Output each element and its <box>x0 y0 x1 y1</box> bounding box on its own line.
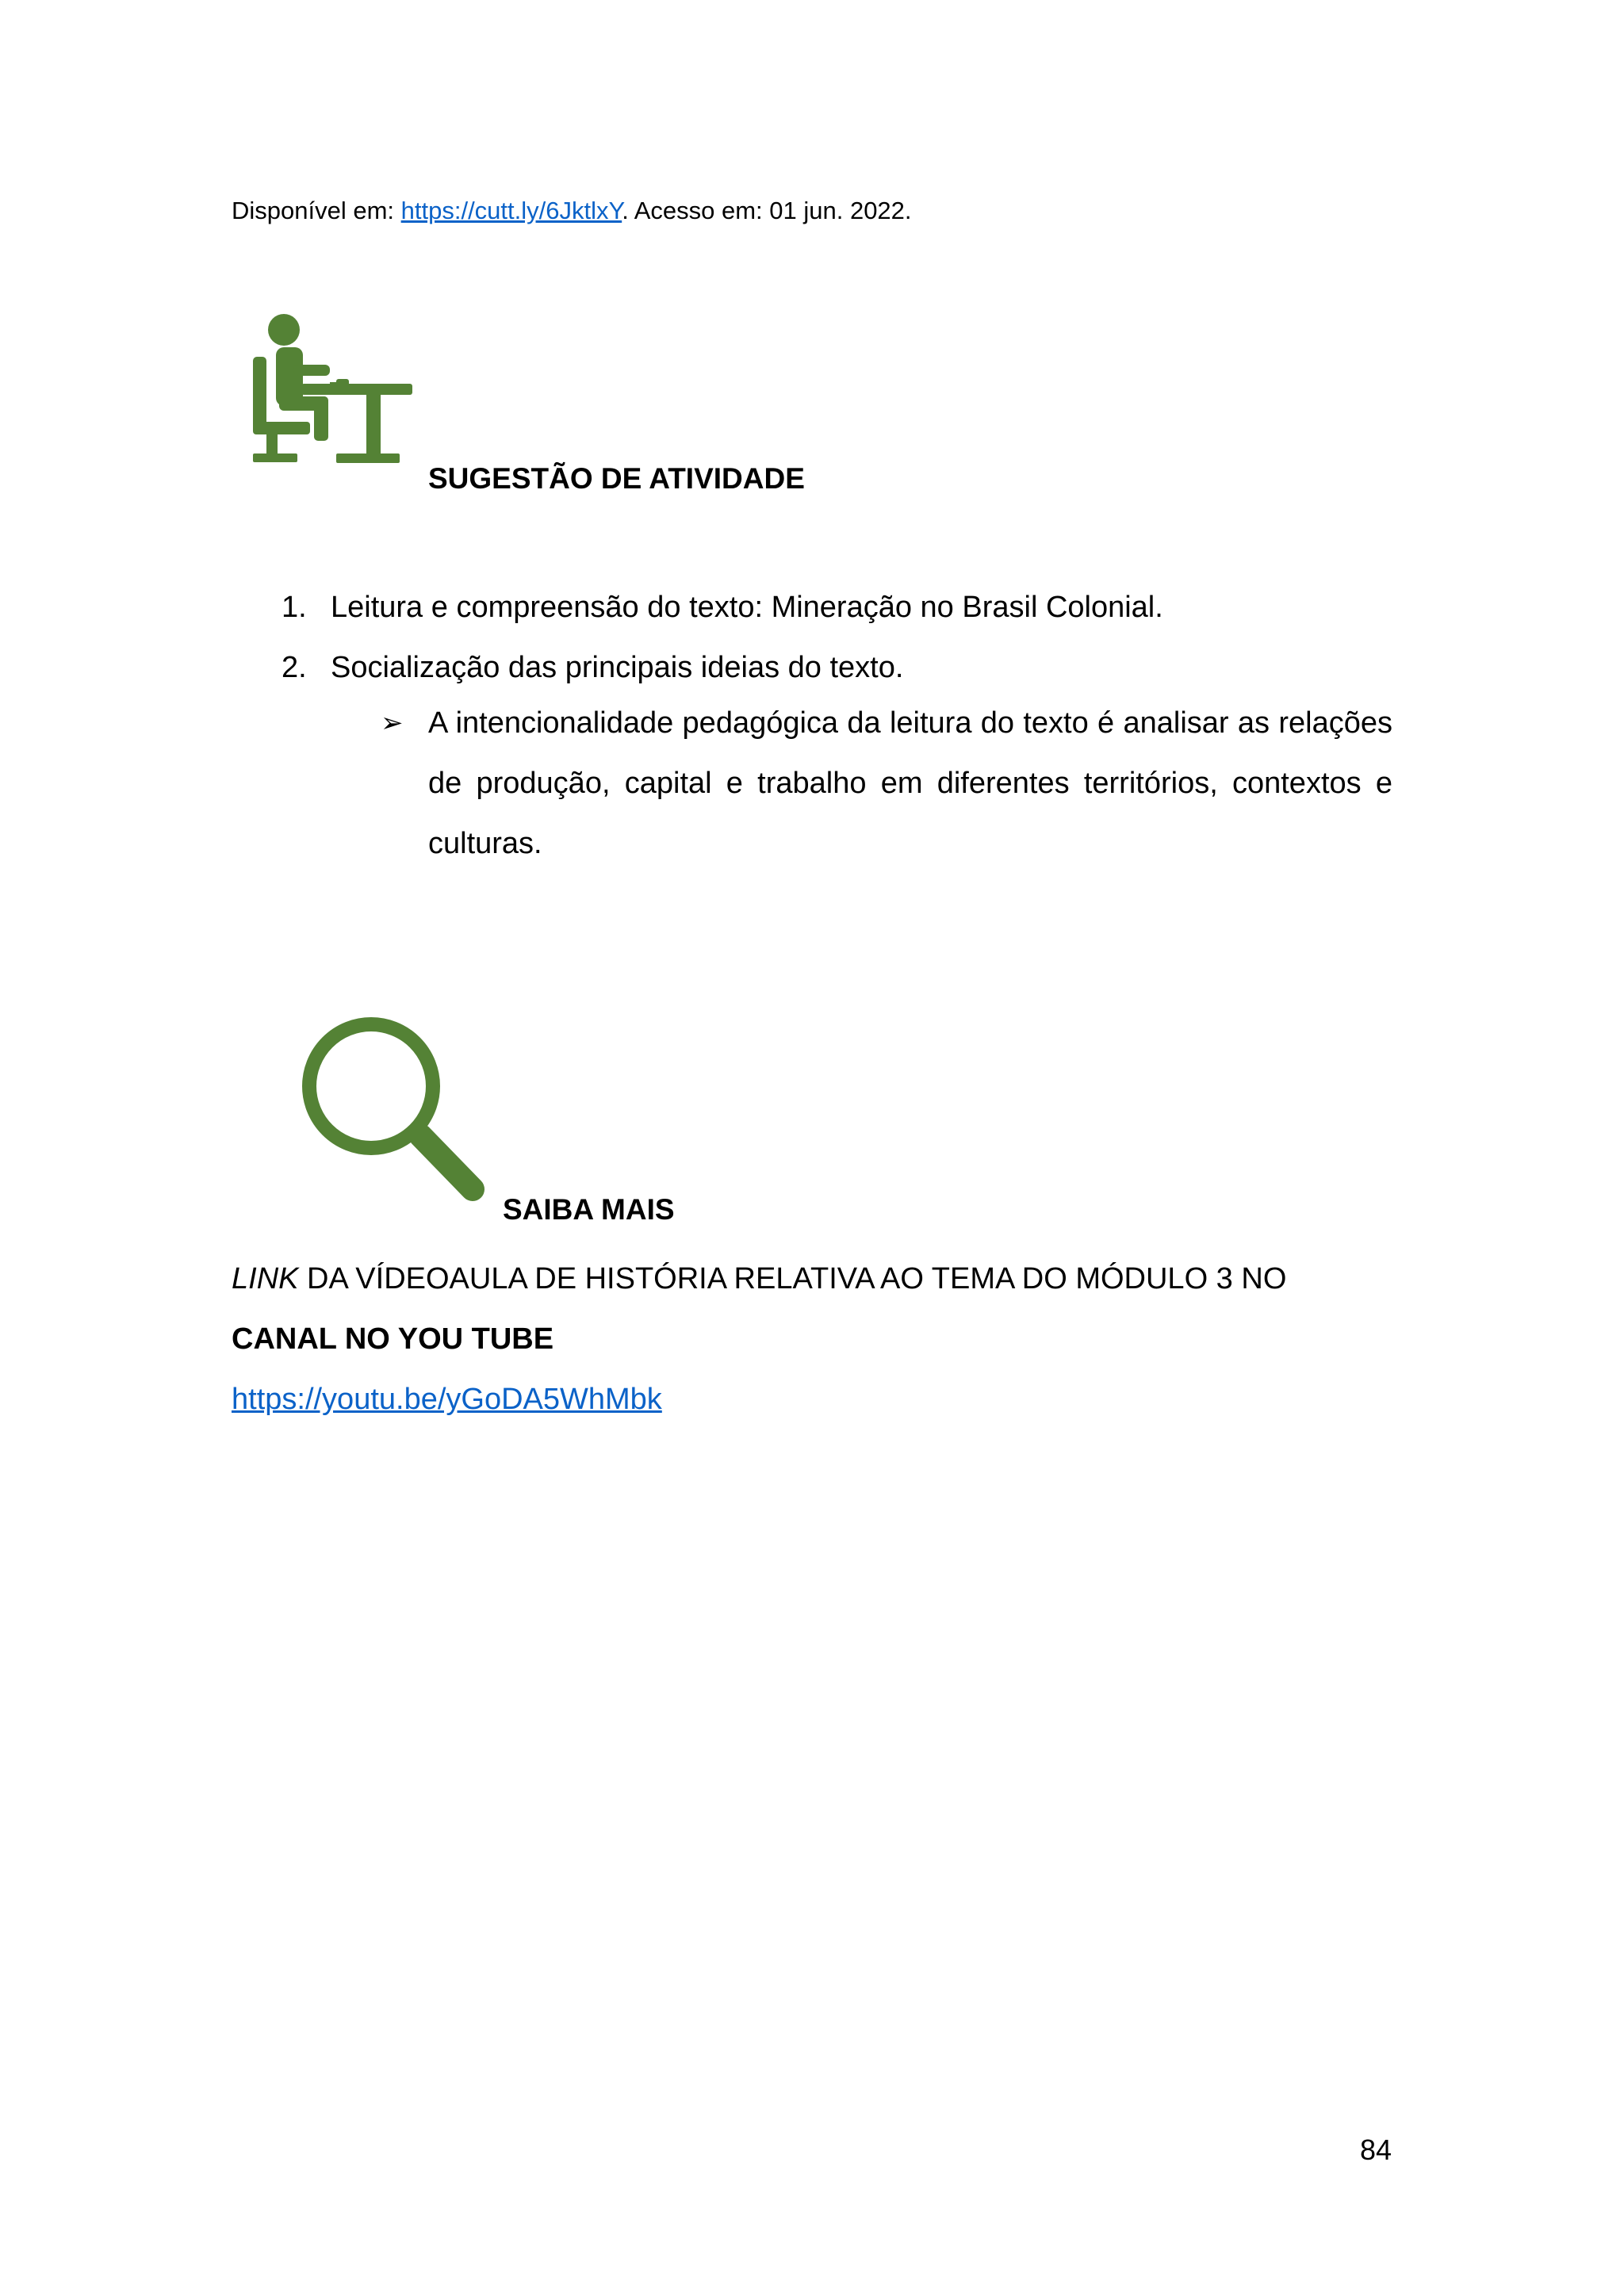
source-suffix: . Acesso em: 01 jun. 2022. <box>622 197 912 224</box>
list-item-number: 2. <box>282 651 307 684</box>
source-citation <box>232 192 912 230</box>
activity-bullet <box>381 693 1392 874</box>
activity-section-title: SUGESTÃO DE ATIVIDADE <box>428 462 805 495</box>
activity-list <box>282 577 1392 698</box>
channel-label: CANAL NO YOU TUBE <box>232 1322 554 1356</box>
list-item-number: 1. <box>282 591 307 624</box>
bullet-arrow-icon: ➢ <box>381 708 404 738</box>
video-link-description <box>232 1249 1421 1309</box>
saiba-mais-title: SAIBA MAIS <box>503 1193 675 1226</box>
list-item-text: Socialização das principais ideias do texto. <box>331 651 904 684</box>
list-item <box>282 637 1392 698</box>
person-at-desk-icon <box>247 311 412 466</box>
source-link[interactable]: https://cutt.ly/6JktlxY <box>400 197 622 224</box>
page-number: 84 <box>1360 2133 1392 2166</box>
magnifying-glass-icon <box>293 1013 492 1211</box>
list-item <box>282 577 1392 637</box>
video-link-description-rest: DA VÍDEOAULA DE HISTÓRIA RELATIVA AO TEMA DO MÓDULO 3 NO <box>298 1262 1287 1295</box>
video-link-block <box>232 1249 1421 1429</box>
link-word: LINK <box>232 1262 299 1295</box>
youtube-link[interactable]: https://youtu.be/yGoDA5WhMbk <box>232 1383 662 1416</box>
bullet-paragraph: A intencionalidade pedagógica da leitura do texto é analisar as relações de produção, capital e trabalho em diferentes territórios, contextos e culturas. <box>428 706 1392 860</box>
source-prefix: Disponível em: <box>232 197 401 224</box>
list-item-text: Leitura e compreensão do texto: Mineração no Brasil Colonial. <box>331 591 1163 624</box>
